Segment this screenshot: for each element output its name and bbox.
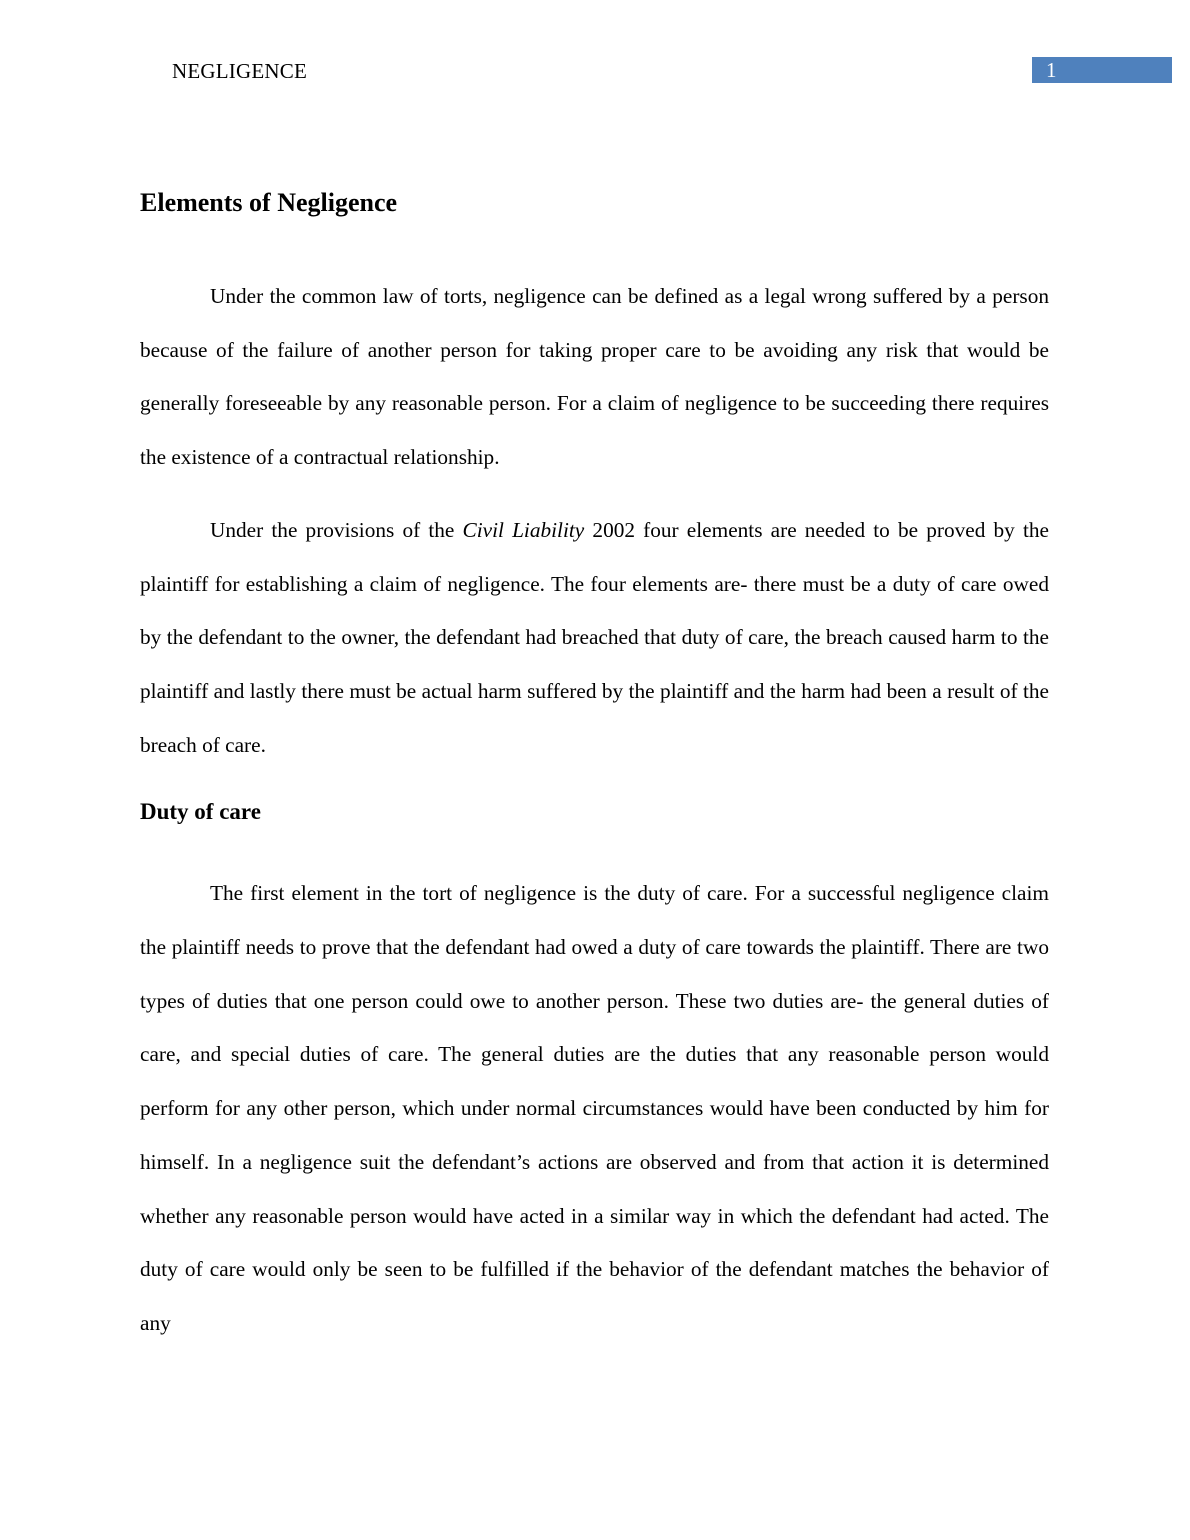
document-body — [140, 182, 1049, 1351]
paragraph-duty-of-care: The first element in the tort of negligence is the duty of care. For a successful negligence claim the plaintiff needs to prove that the defendant had owed a duty of care towards the plaintiff. There are two types of duties that one person could owe to another person. These two duties are- the general duties of care, and special duties of care. The general duties are the duties that any reasonable person would perform for any other person, which under normal circumstances would have been conducted by him for himself. In a negligence suit the defendant’s actions are observed and from that action it is determined whether any reasonable person would have acted in a similar way in which the defendant had acted. The duty of care would only be seen to be fulfilled if the behavior of the defendant matches the behavior of any — [140, 881, 1049, 1335]
act-title-civil-liability: Civil Liability — [462, 517, 585, 542]
section-heading-elements-of-negligence: Elements of Negligence — [140, 188, 398, 217]
paragraph-four-elements — [140, 504, 1049, 773]
page-number-box — [1032, 57, 1172, 83]
paragraph-four-elements-after: 2002 four elements are needed to be proved by the plaintiff for establishing a claim of negligence. The four elements are- there must be a duty of care owed by the defendant to the owner, the defendant had breached that duty of care, the breach caused harm to the plaintiff and lastly there must be actual harm suffered by the plaintiff and the harm had been a result of the breach of care. — [140, 517, 1049, 757]
page-number: 1 — [1046, 58, 1057, 82]
paragraph-four-elements-before: Under the provisions of the — [210, 517, 463, 542]
section-heading-duty-of-care: Duty of care — [140, 799, 261, 825]
paragraph-negligence-definition: Under the common law of torts, negligence can be defined as a legal wrong suffered by a person because of the failure of another person for taking proper care to be avoiding any risk that would be generally foreseeable by any reasonable person. For a claim of negligence to be succeeding there requires the existence of a contractual relationship. — [140, 284, 1049, 470]
running-head: NEGLIGENCE — [172, 59, 307, 83]
